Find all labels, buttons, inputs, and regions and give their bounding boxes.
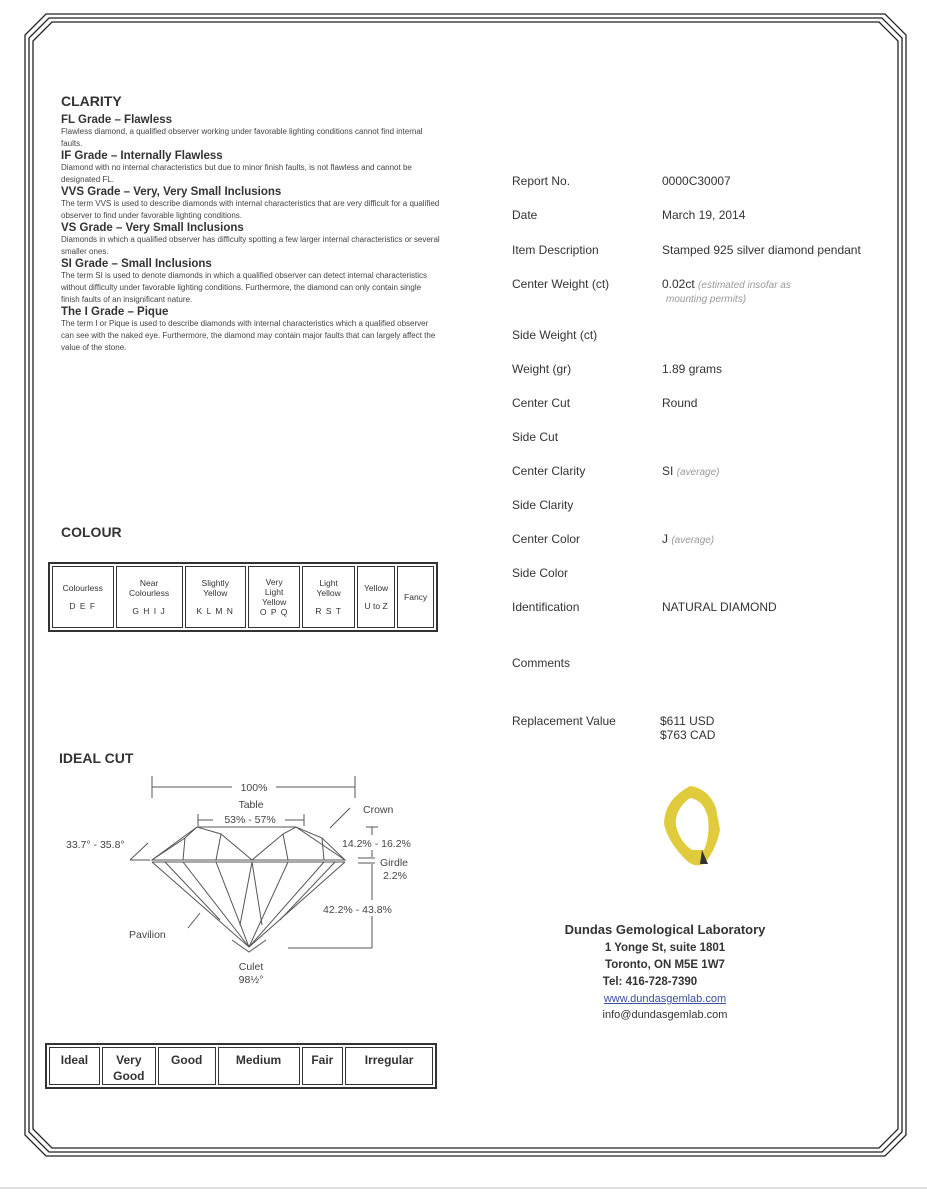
cut-grade-cell: Good — [158, 1047, 216, 1085]
diagram-girdle-value: 2.2% — [383, 870, 407, 882]
colour-cell: Very Light Yellow O P Q — [248, 566, 301, 628]
lab-website-link[interactable]: www.dundasgemlab.com — [603, 993, 727, 1005]
diagram-crown-angle: 33.7° - 35.8° — [66, 839, 125, 851]
grade-heading: The I Grade – Pique — [61, 306, 169, 318]
lab-contact — [510, 922, 820, 1021]
lab-phone: Tel: 416-728-7390 — [602, 976, 698, 988]
report-row-comments: Comments — [512, 656, 571, 670]
diagram-crown-height: 14.2% - 16.2% — [342, 838, 411, 850]
colour-cell: Colourless D E F — [52, 566, 114, 628]
diagram-culet-label: Culet — [238, 961, 264, 973]
diagram-table-range: 53% - 57% — [224, 814, 276, 826]
colour-title: COLOUR — [61, 524, 122, 540]
grade-heading: VS Grade – Very Small Inclusions — [61, 222, 244, 234]
diagram-table-label: Table — [238, 799, 264, 811]
report-row-report-no: Report No. 0000C30007 — [512, 174, 731, 188]
grade-text: The term SI is used to denote diamonds in which a qualified observer can detect internal characteristics without difficulty under favorable lighting conditions. Furthermore, the diamond can only contain single finish faults of an insignificant nature. — [61, 271, 427, 304]
grade-heading: SI Grade – Small Inclusions — [61, 258, 212, 270]
lab-address-line1: 1 Yonge St, suite 1801 — [604, 942, 726, 954]
report-row-date: Date March 19, 2014 — [512, 208, 746, 222]
cut-grade-cell: Medium — [218, 1047, 300, 1085]
cut-grade-cell: Fair — [302, 1047, 344, 1085]
lab-address-line2: Toronto, ON M5E 1W7 — [605, 959, 725, 971]
report-row-identification: Identification NATURAL DIAMOND — [512, 600, 777, 614]
clarity-title: CLARITY — [61, 93, 122, 109]
pendant-photo — [650, 778, 730, 873]
grade-text: Diamond with no internal characteristics but due to minor finish faults, is not flawless and cannot be designated FL. — [61, 163, 412, 184]
grade-heading: IF Grade – Internally Flawless — [61, 150, 223, 162]
diagram-pavilion-label: Pavilion — [129, 929, 166, 941]
report-row-side-color: Side Color — [512, 566, 569, 580]
cut-grade-cell: Very Good — [102, 1047, 156, 1085]
diagram-crown-label: Crown — [363, 804, 394, 816]
report-row-center-clarity: Center Clarity SI (average) — [512, 464, 720, 478]
colour-cell: Fancy — [397, 566, 434, 628]
lab-name: Dundas Gemological Laboratory — [564, 922, 766, 937]
report-row-replacement-value: Replacement Value $611 USD $763 CAD — [512, 714, 716, 742]
report-row-center-cut: Center Cut Round — [512, 396, 698, 410]
cut-grade-table — [45, 1043, 437, 1089]
report-row-weight: Weight (gr) 1.89 grams — [512, 362, 723, 376]
diagram-width-label: 100% — [240, 782, 268, 794]
report-row-center-weight: Center Weight (ct) 0.02ct (estimated insofar as mounting permits) — [512, 277, 791, 305]
grade-heading: FL Grade – Flawless — [61, 114, 173, 126]
grade-text: Flawless diamond, a qualified observer working under favorable lighting conditions cannot find internal faults. — [61, 127, 423, 148]
report-row-side-weight: Side Weight (ct) — [512, 328, 598, 342]
colour-cell: Near Colourless G H I J — [116, 566, 183, 628]
ideal-cut-title: IDEAL CUT — [59, 750, 134, 766]
report-row-center-color: Center Color J (average) — [512, 532, 715, 546]
grade-heading: VVS Grade – Very, Very Small Inclusions — [61, 186, 282, 198]
grade-text: The term I or Pique is used to describe diamonds with internal characteristics which a qualified observer can see with the naked eye. Furthermore, the diamond may contain major faults that can largely affect the value of the stone. — [61, 319, 436, 352]
diagram-girdle-label: Girdle — [380, 857, 409, 869]
report-row-side-clarity: Side Clarity — [512, 498, 574, 512]
colour-cell: Light Yellow R S T — [302, 566, 355, 628]
diagram-pavilion-depth: 42.2% - 43.8% — [323, 904, 392, 916]
lab-email[interactable]: info@dundasgemlab.com — [602, 1009, 728, 1021]
report-row-item-description: Item Description Stamped 925 silver diamond pendant — [512, 243, 861, 257]
grade-text: Diamonds in which a qualified observer has difficulty spotting a few larger internal characteristics or several smaller ones. — [61, 235, 440, 256]
cut-grade-cell: Irregular — [345, 1047, 433, 1085]
diagram-culet-angle: 98½° — [238, 974, 264, 986]
colour-cell: Yellow U to Z — [357, 566, 395, 628]
colour-cell: Slightly Yellow K L M N — [185, 566, 246, 628]
grade-text: The term VVS is used to describe diamonds with internal characteristics that are very difficult for a qualified observer to find under favorable lighting conditions. — [61, 199, 440, 220]
report-row-side-cut: Side Cut — [512, 430, 559, 444]
cut-grade-cell: Ideal — [49, 1047, 100, 1085]
